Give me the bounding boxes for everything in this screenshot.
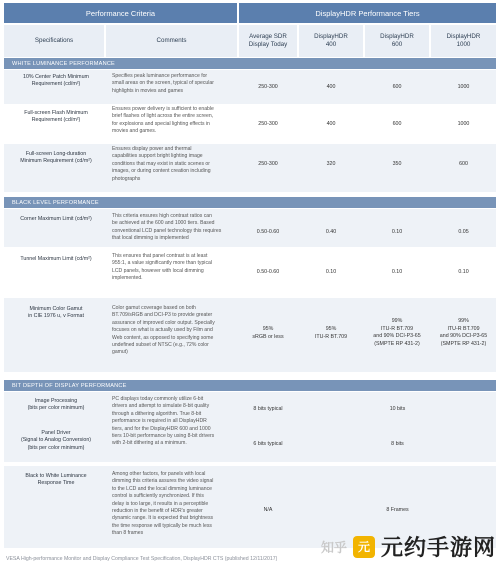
value-600: 0.10	[391, 229, 403, 235]
zhihu-watermark: 知乎	[320, 540, 347, 555]
spec-label: Minimum Color Gamut in CIE 1976 u, v Format	[28, 306, 84, 320]
col-displayhdr-1000: DisplayHDR 1000	[431, 25, 496, 57]
value-1000: 600	[459, 161, 468, 167]
spec-label: Image Processing (bits per color minimum)	[27, 398, 85, 412]
col-specifications: Specifications	[4, 25, 104, 57]
value-400: 95% ITU-R BT.709	[314, 326, 348, 340]
performance-criteria-header: Performance Criteria	[4, 3, 237, 23]
value-1000: 1000	[457, 121, 470, 127]
spec-label: Full-screen Flash Minimum Requirement (cd/m²)	[24, 110, 88, 124]
value-avg: N/A	[263, 507, 273, 513]
comment-text: Among other factors, for panels with local dimming this criteria assures the video signal to the LCD and the local dimming luminance control is sufficiently synchronized. If this delay is too large, it results in a perceptible reduction in the benefit of HDR's greater dynamic range. It is expected that brightness the time response will typically be much less than 8 frames	[112, 471, 214, 536]
value-400: 0.10	[325, 269, 337, 275]
comment-text: PC displays today commonly utilize 6-bit drivers and attempt to simulate 8-bit quality through a dithering algorithm. True 8-bit performance is required in all DisplayHDR tiers, and for the DisplayHDR 600 and 1000 tiers 10-bit performance by using 8-bit drivers with 2-bit dithering at a minimum.	[112, 396, 215, 447]
spec-label: Corner Maximum Limit (cd/m²)	[20, 216, 92, 222]
spec-label: Panel Driver (Signal to Analog Conversion) (bits per color minimum)	[20, 430, 92, 451]
value-avg: 6 bits typical	[253, 441, 283, 447]
value-1000: 0.05	[458, 229, 469, 235]
value-1000: 99% ITU-R BT.709 and 90% DCI-P3-65 (SMPTE RP 431-2)	[439, 318, 488, 348]
value-avg: 250-300	[258, 84, 278, 90]
comment-text: Color gamut coverage based on both BT.709/sRGB and DCI-P3 to provide greater assurance of improved color output. Specially focuses on what is actually used by Film and Web content, as opposed to specifying some undefined subset of NTSC (e.g., 72% color gamut)	[112, 305, 215, 356]
site-logo-icon: 元	[353, 536, 375, 558]
value-400: 320	[326, 161, 336, 167]
comment-text: Ensures power delivery is sufficient to enable brief flashes of light across the entire screen, for explosions and special lighting effects in movies and games.	[112, 106, 214, 135]
watermark	[321, 531, 496, 562]
value-avg: 95% sRGB or less	[252, 326, 284, 340]
value-600: 600	[392, 121, 402, 127]
comment-text: This ensures that panel contrast is at least 955:1, a value significantly more than typical LCD panels, however with local dimming implemented.	[112, 253, 212, 282]
value-avg: 0.50-0.60	[256, 229, 280, 235]
comment-text: Specifies peak luminance performance for small areas on the screen, typical of specular highlights in movies and games	[112, 73, 214, 94]
footer-citation: VESA High-performance Monitor and Display Compliance Test Specification, DisplayHDR CTS (published 12/11/2017)	[6, 556, 278, 562]
col-average-sdr: Average SDR Display Today	[239, 25, 297, 57]
section-bit-depth: BIT DEPTH OF DISPLAY PERFORMANCE	[4, 380, 496, 391]
value-span: 8 bits	[391, 441, 404, 447]
value-600: 0.10	[391, 269, 403, 275]
col-displayhdr-400: DisplayHDR 400	[299, 25, 363, 57]
table-row	[4, 209, 496, 247]
value-400: 0.40	[325, 229, 337, 235]
spec-label: Tunnel Maximum Limit (cd/m²)	[20, 256, 92, 262]
value-span: 10 bits	[389, 406, 406, 412]
value-1000: 1000	[457, 84, 470, 90]
value-600: 600	[392, 84, 402, 90]
value-avg: 250-300	[258, 121, 278, 127]
value-600: 99% ITU-R BT.709 and 90% DCI-P3-65 (SMPTE RP 431-2)	[373, 318, 421, 348]
spec-label: Full-screen Long-duration Minimum Requirement (cd/m²)	[20, 151, 92, 165]
value-400: 400	[326, 84, 336, 90]
spec-label: Black to White Luminance Response Time	[25, 473, 87, 487]
value-400: 400	[326, 121, 336, 127]
value-avg: 0.50-0.60	[256, 269, 280, 275]
performance-tiers-header: DisplayHDR Performance Tiers	[239, 3, 496, 23]
comment-text: This criteria ensures high contrast ratios can be achieved at the 600 and 1000 tiers. Based conventional LCD panel technology this requires that local dimming is implemented	[112, 213, 222, 242]
site-watermark: 元约手游网	[380, 536, 496, 561]
value-span: 8 Frames	[386, 507, 409, 513]
section-black-level: BLACK LEVEL PERFORMANCE	[4, 197, 496, 208]
col-displayhdr-600: DisplayHDR 600	[365, 25, 429, 57]
value-avg: 8 bits typical	[253, 406, 283, 412]
col-comments: Comments	[106, 25, 237, 57]
value-avg: 250-300	[258, 161, 278, 167]
spec-label: 10% Center Patch Minimum Requirement (cd/m²)	[23, 74, 89, 88]
value-1000: 0.10	[458, 269, 469, 275]
value-600: 350	[392, 161, 402, 167]
comment-text: Ensures display power and thermal capabilities support bright lighting image conditions that may exist in static scenes or images, or during content creation including photographs	[112, 146, 211, 182]
section-white-luminance: WHITE LUMINANCE PERFORMANCE	[4, 58, 496, 69]
